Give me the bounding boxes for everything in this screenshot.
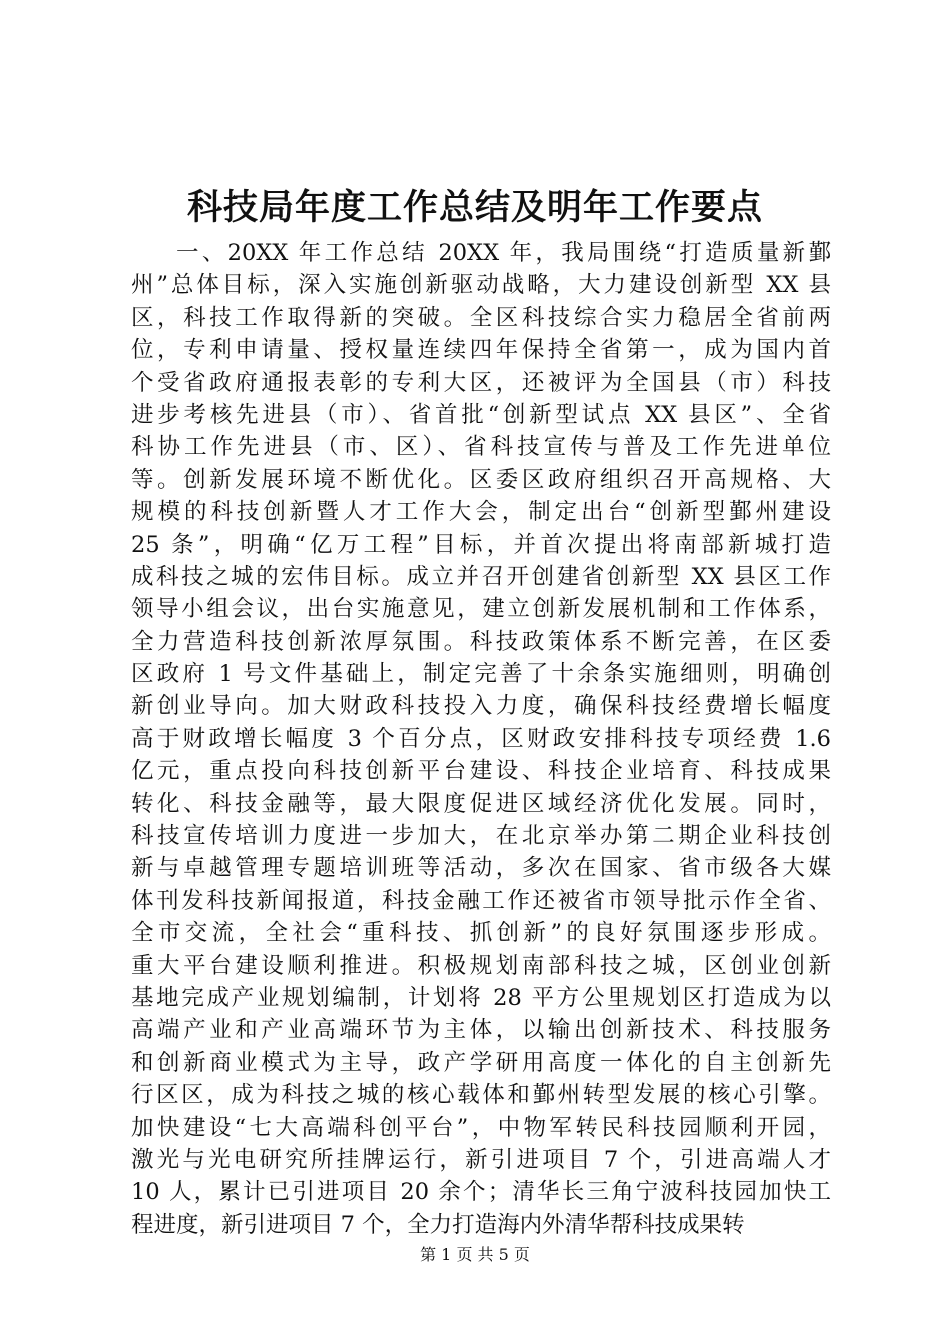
body-line: 基地完成产业规划编制，计划将 28 平方公里规划区打造成为以 xyxy=(131,984,831,1011)
body-line: 成科技之城的宏伟目标。成立并召开创建省创新型 XX 县区工作 xyxy=(131,563,831,590)
body-line: 区政府 1 号文件基础上，制定完善了十余条实施细则，明确创 xyxy=(131,661,831,688)
page-number-footer: 第 1 页 共 5 页 xyxy=(420,1245,530,1264)
body-line: 个受省政府通报表彰的专利大区，还被评为全国县（市）科技 xyxy=(131,369,831,396)
body-line: 领导小组会议，出台实施意见，建立创新发展机制和工作体系， xyxy=(131,596,831,623)
body-line: 高于财政增长幅度 3 个百分点，区财政安排科技专项经费 1.6 xyxy=(131,725,831,752)
body-line: 全力营造科技创新浓厚氛围。科技政策体系不断完善，在区委 xyxy=(131,628,831,655)
body-line: 等。创新发展环境不断优化。区委区政府组织召开高规格、大 xyxy=(131,466,831,493)
body-line: 新与卓越管理专题培训班等活动，多次在国家、省市级各大媒 xyxy=(131,855,831,882)
body-line: 全市交流，全社会“重科技、抓创新”的良好氛围逐步形成。 xyxy=(131,920,831,947)
body-line: 亿元，重点投向科技创新平台建设、科技企业培育、科技成果 xyxy=(131,758,831,785)
body-line: 和创新商业模式为主导，政产学研用高度一体化的自主创新先 xyxy=(131,1049,831,1076)
document-title: 科技局年度工作总结及明年工作要点 xyxy=(186,187,763,228)
body-line: 体刊发科技新闻报道，科技金融工作还被省市领导批示作全省、 xyxy=(131,887,831,914)
body-line: 10 人，累计已引进项目 20 余个；清华长三角宁波科技园加快工 xyxy=(131,1179,831,1206)
body-line: 州”总体目标，深入实施创新驱动战略，大力建设创新型 XX 县 xyxy=(131,272,831,299)
body-line: 位，专利申请量、授权量连续四年保持全省第一，成为国内首 xyxy=(131,337,831,364)
body-line: 区，科技工作取得新的突破。全区科技综合实力稳居全省前两 xyxy=(131,304,831,331)
body-line: 程进度，新引进项目 7 个，全力打造海内外清华帮科技成果转 xyxy=(131,1211,745,1238)
document-body xyxy=(131,237,831,1241)
body-line: 新创业导向。加大财政科技投入力度，确保科技经费增长幅度 xyxy=(131,693,831,720)
body-line: 科技宣传培训力度进一步加大，在北京举办第二期企业科技创 xyxy=(131,823,831,850)
body-line: 加快建设“七大高端科创平台”，中物军转民科技园顺利开园， xyxy=(131,1114,831,1141)
body-line: 科协工作先进县（市、区）、省科技宣传与普及工作先进单位 xyxy=(131,434,831,461)
body-line: 25 条”，明确“亿万工程”目标，并首次提出将南部新城打造 xyxy=(131,531,831,558)
body-line: 一、20XX 年工作总结 20XX 年，我局围绕“打造质量新鄞 xyxy=(176,240,831,266)
body-line: 重大平台建设顺利推进。积极规划南部科技之城，区创业创新 xyxy=(131,952,831,979)
body-line: 进步考核先进县（市）、省首批“创新型试点 XX 县区”、全省 xyxy=(131,401,831,428)
body-line: 高端产业和产业高端环节为主体，以输出创新技术、科技服务 xyxy=(131,1017,831,1044)
body-line: 行区区，成为科技之城的核心载体和鄞州转型发展的核心引擎。 xyxy=(131,1082,831,1109)
body-line: 转化、科技金融等，最大限度促进区域经济优化发展。同时， xyxy=(131,790,831,817)
body-line: 规模的科技创新暨人才工作大会，制定出台“创新型鄞州建设 xyxy=(131,499,831,526)
body-line: 激光与光电研究所挂牌运行，新引进项目 7 个，引进高端人才 xyxy=(131,1146,831,1173)
